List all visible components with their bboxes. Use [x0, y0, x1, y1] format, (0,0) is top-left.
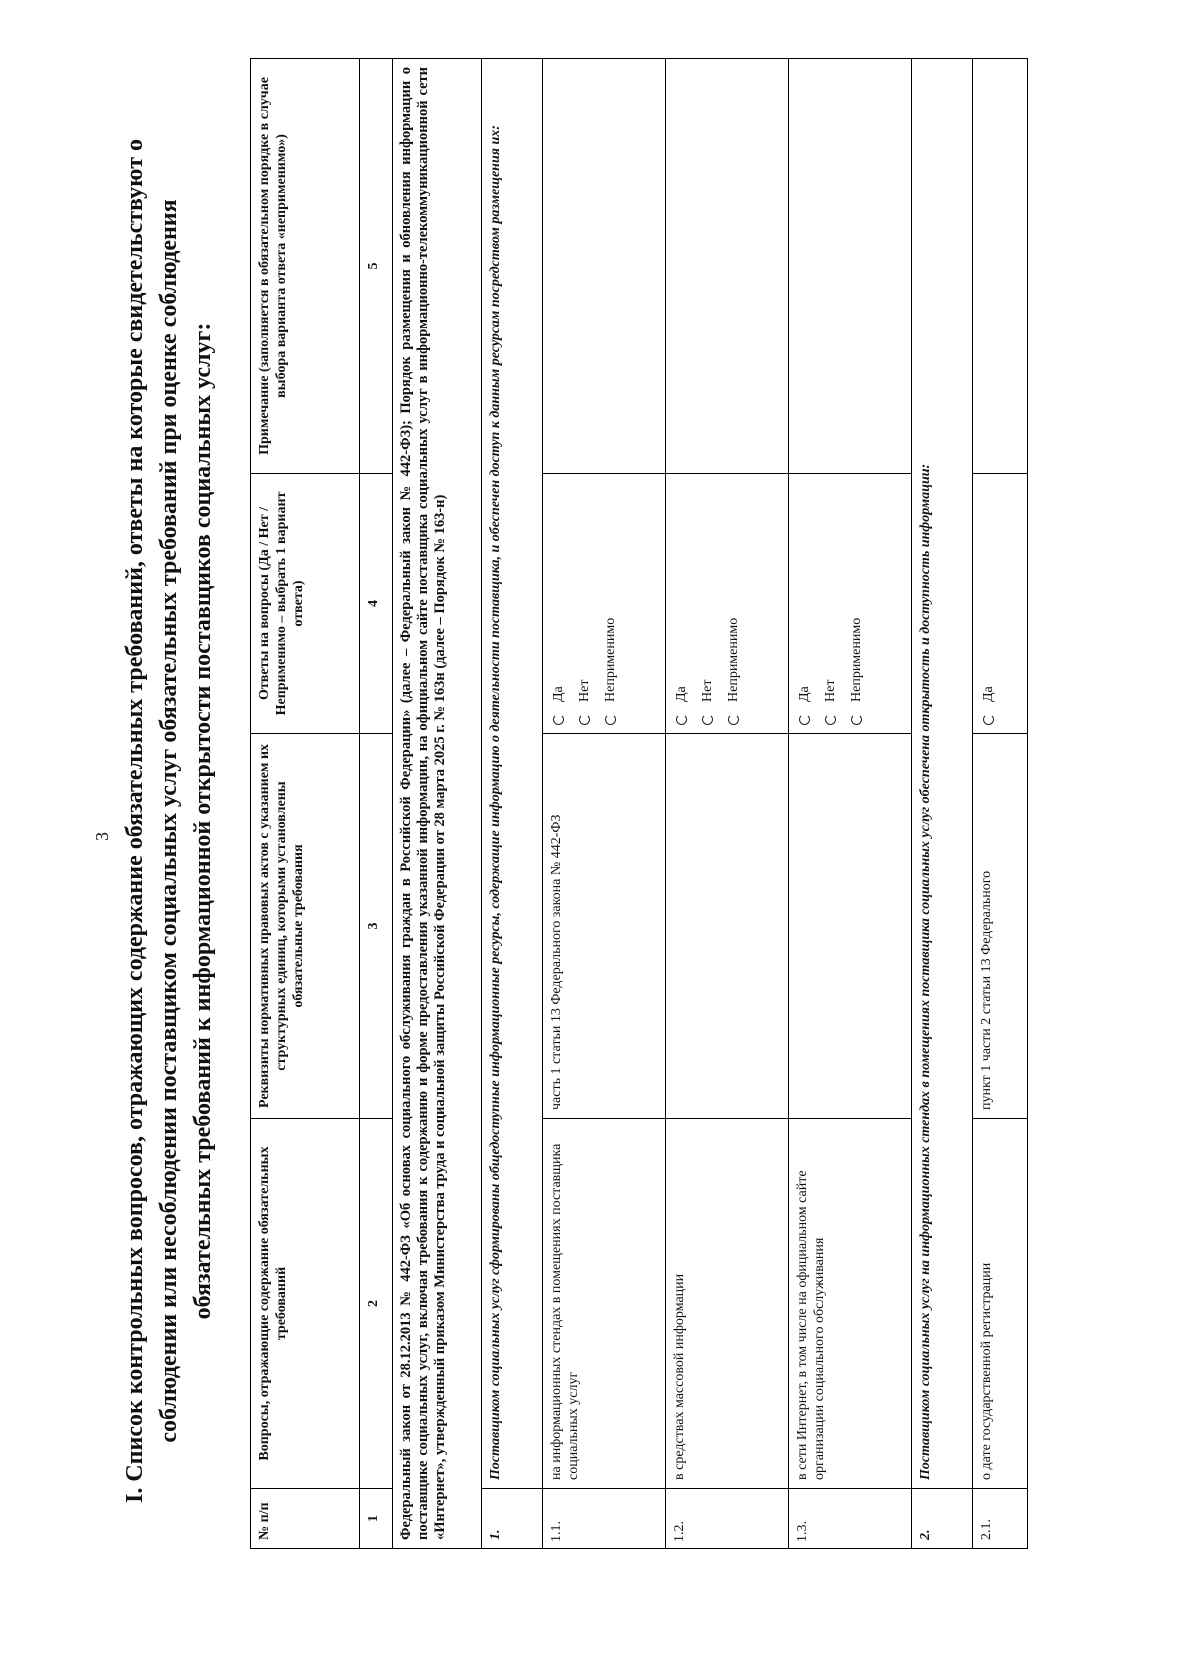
column-number-row	[360, 59, 393, 1549]
header-note: Примечание (заполняется в обязательном порядке в случае выбора варианта ответа «неприменимо»)	[251, 59, 360, 474]
item-number: 1.1.	[543, 1489, 666, 1549]
law-reference: Федеральный закон от 28.12.2013 № 442-ФЗ «Об основах социального обслуживания граждан в Российской Федерации» (далее – Федеральный закон № 442-ФЗ); Порядок размещения и обновления информации о поставщике социальных услуг, включая требования к содержанию и форме предоставления указанной информации, на официальном сайте поставщика социальных услуг в информационно-телекоммуникационной сети «Интернет», утвержденный приказом Министерства труда и социальной защиты Российской Федерации от 28 марта 2025 г. № 163н (далее – Порядок № 163-н)	[393, 59, 482, 1549]
item-question: на информационных стендах в помещениях поставщика социальных услуг	[543, 1119, 666, 1489]
section-number: 2.	[912, 1489, 973, 1549]
item-requisites	[789, 734, 912, 1119]
radio-button-icon[interactable]	[553, 714, 564, 725]
checklist-table	[250, 58, 1028, 1549]
answer-option[interactable]	[820, 482, 840, 725]
section-title: Поставщиком социальных услуг на информационных стендах в помещениях поставщика социальных услуг обеспечена открытость и доступность информации:	[912, 59, 973, 1489]
item-number: 1.3.	[789, 1489, 912, 1549]
option-label: Неприменимо	[848, 617, 864, 702]
header-num: № п/п	[251, 1489, 360, 1549]
item-question: в средствах массовой информации	[666, 1119, 789, 1489]
radio-button-icon[interactable]	[605, 714, 616, 725]
header-requisites: Реквизиты нормативных правовых актов с указанием их структурных единиц, которыми установлены обязательные требования	[251, 734, 360, 1119]
radio-button-icon[interactable]	[728, 714, 739, 725]
section-title: Поставщиком социальных услуг сформированы общедоступные информационные ресурсы, содержащие информацию о деятельности поставщика, и обеспечен доступ к данным ресурсам посредством размещения их:	[482, 59, 543, 1489]
column-number: 4	[360, 474, 393, 734]
option-label: Да	[980, 686, 996, 702]
radio-button-icon[interactable]	[799, 714, 810, 725]
table-row	[789, 59, 912, 1549]
section-row	[912, 59, 973, 1549]
answer-option[interactable]	[794, 482, 814, 725]
table-row	[543, 59, 666, 1549]
table-header-row	[251, 59, 360, 1549]
answer-option[interactable]	[846, 482, 866, 725]
header-question: Вопросы, отражающие содержание обязательных требований	[251, 1119, 360, 1489]
item-number: 1.2.	[666, 1489, 789, 1549]
answer-option[interactable]	[671, 482, 691, 725]
answer-option[interactable]	[723, 482, 743, 725]
option-label: Нет	[699, 679, 715, 702]
radio-button-icon[interactable]	[851, 714, 862, 725]
column-number: 3	[360, 734, 393, 1119]
column-number: 1	[360, 1489, 393, 1549]
item-requisites: пункт 1 части 2 статьи 13 Федерального	[973, 734, 1028, 1119]
answer-option[interactable]	[697, 482, 717, 725]
table-row	[666, 59, 789, 1549]
note-cell[interactable]	[789, 59, 912, 474]
item-requisites: часть 1 статьи 13 Федерального закона № 442-ФЗ	[543, 734, 666, 1119]
option-label: Да	[550, 686, 566, 702]
answer-option[interactable]	[574, 482, 594, 725]
radio-button-icon[interactable]	[983, 714, 994, 725]
answer-option[interactable]	[600, 482, 620, 725]
law-reference-row	[393, 59, 482, 1549]
answer-option[interactable]	[978, 482, 998, 725]
answer-cell	[973, 474, 1028, 734]
option-label: Неприменимо	[602, 617, 618, 702]
answer-options	[794, 482, 866, 725]
radio-button-icon[interactable]	[702, 714, 713, 725]
item-question: в сети Интернет, в том числе на официальном сайте организации социального обслуживания	[789, 1119, 912, 1489]
radio-button-icon[interactable]	[676, 714, 687, 725]
answer-cell	[543, 474, 666, 734]
option-label: Нет	[822, 679, 838, 702]
answer-cell	[789, 474, 912, 734]
answer-cell	[666, 474, 789, 734]
radio-button-icon[interactable]	[579, 714, 590, 725]
option-label: Да	[673, 686, 689, 702]
answer-options	[548, 482, 620, 725]
answer-options	[671, 482, 743, 725]
column-number: 5	[360, 59, 393, 474]
answer-option[interactable]	[548, 482, 568, 725]
item-number: 2.1.	[973, 1489, 1028, 1549]
radio-button-icon[interactable]	[825, 714, 836, 725]
option-label: Неприменимо	[725, 617, 741, 702]
item-question: о дате государственной регистрации	[973, 1119, 1028, 1489]
answer-options	[978, 482, 998, 725]
table-row	[973, 59, 1028, 1549]
section-number: 1.	[482, 1489, 543, 1549]
note-cell[interactable]	[543, 59, 666, 474]
section-row	[482, 59, 543, 1549]
document-title: I. Список контрольных вопросов, отражающих содержание обязательных требований, ответы на которые свидетельствуют о соблюдении или несоблюдении поставщиком социальных услуг обязательных требований при оценке соблюдения обязательных требований к информационной открытости поставщиков социальных услуг:	[122, 139, 216, 1503]
item-requisites	[666, 734, 789, 1119]
header-answers: Ответы на вопросы (Да / Нет / Неприменимо – выбрать 1 вариант ответа)	[251, 474, 360, 734]
option-label: Нет	[576, 679, 592, 702]
note-cell[interactable]	[666, 59, 789, 474]
note-cell[interactable]	[973, 59, 1028, 474]
column-number: 2	[360, 1119, 393, 1489]
option-label: Да	[796, 686, 812, 702]
page-number: 3	[92, 832, 112, 841]
